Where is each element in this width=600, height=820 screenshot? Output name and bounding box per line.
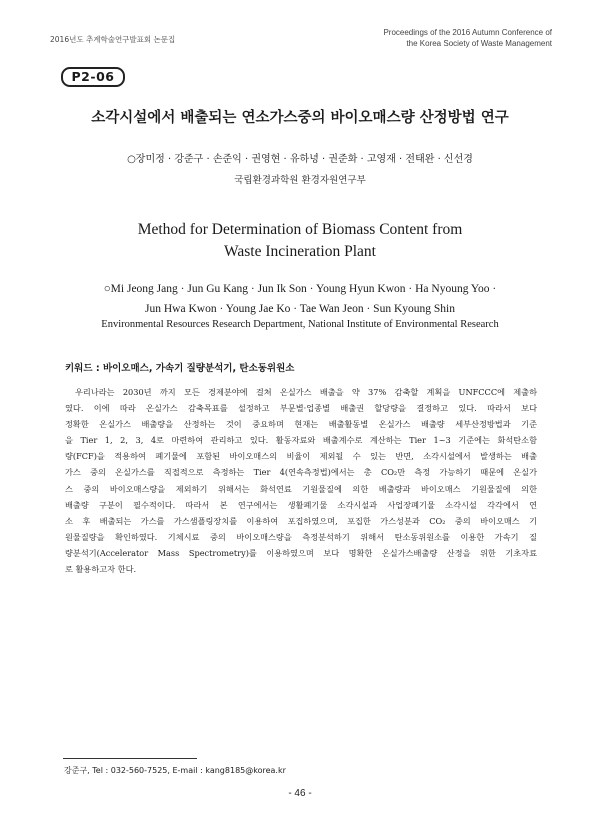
abstract-line: 배출량 구분이 필수적이다. 따라서 본 연구에서는 생활폐기물 소각시설과 사업장폐기물 소각시설 각각에서 연 bbox=[65, 499, 537, 510]
proceedings-header-en-line1: Proceedings of the 2016 Autumn Conference of bbox=[383, 28, 552, 37]
abstract-line: 원물질량을 확인하였다. 기체시료 중의 바이오매스량을 측정분석하기 위해서 탄소동위원소를 이용한 가속기 질 bbox=[65, 531, 537, 542]
authors-en bbox=[0, 279, 600, 319]
abstract-line: 스 중의 바이오매스량을 제외하기 위해서는 화석연료 기원물질에 의한 배출량과 바이오매스 기원물질에 의한 bbox=[65, 483, 537, 494]
paper-title-en-line1: Method for Determination of Biomass Content from bbox=[137, 221, 463, 238]
affiliation-ko: 국립환경과학원 환경자원연구부 bbox=[234, 175, 366, 186]
paper-title-en-line2: Waste Incineration Plant bbox=[224, 243, 376, 260]
paper-id-badge: P2-06 bbox=[61, 67, 125, 87]
proceedings-header-ko: 2016년도 추계학술연구발표회 논문집 bbox=[50, 35, 176, 44]
page-number: - 46 - bbox=[288, 788, 312, 799]
abstract-line: 우리나라는 2030년 까지 모든 경제분야에 걸쳐 온실가스 배출을 약 37% 감축할 계획을 UNFCCC에 제출하 bbox=[75, 387, 537, 397]
abstract-line: 량(FCF)을 적용하여 폐기물에 포함된 바이오매스의 비율이 제외될 수 있는 반면, 소각시설에서 발생하는 배출 bbox=[65, 451, 537, 462]
paper-title-ko: 소각시설에서 배출되는 연소가스중의 바이오매스량 산정방법 연구 bbox=[91, 110, 509, 126]
abstract-body bbox=[65, 384, 537, 577]
abstract-line: 로 활용하고자 한다. bbox=[65, 564, 137, 575]
authors-ko: ○장미정 · 강준구 · 손준익 · 권영현 · 유하녕 · 권준화 · 고영재 · 전태완 · 신선경 bbox=[127, 154, 473, 165]
authors-en-line1: ○Mi Jeong Jang · Jun Gu Kang · Jun Ik Son · Young Hyun Kwon · Ha Nyoung Yoo · bbox=[103, 283, 497, 295]
keywords: 키워드 : 바이오매스, 가속기 질량분석기, 탄소동위원소 bbox=[65, 363, 295, 374]
footnote-divider bbox=[63, 758, 197, 759]
proceedings-header-en bbox=[383, 28, 552, 49]
proceedings-header-en-line2: the Korea Society of Waste Management bbox=[406, 38, 552, 48]
corresponding-author-footnote: 강준구, Tel : 032-560-7525, E-mail : kang8185@korea.kr bbox=[64, 766, 286, 775]
affiliation-en: Environmental Resources Research Department, National Institute of Environmental Research bbox=[101, 319, 499, 330]
abstract-line: 을 Tier 1, 2, 3, 4로 마련하여 관리하고 있다. 활동자료와 배출계수로 계산하는 Tier 1~3 기준에는 화석탄소함 bbox=[65, 435, 537, 446]
abstract-line: 가스 중의 온실가스를 직접적으로 측정하는 Tier 4(연속측정법)에서는 총 CO₂만 측정 가능하기 때문에 온실가 bbox=[65, 467, 537, 478]
abstract-line: 량분석기(Accelerator Mass Spectrometry)를 이용하였으며 보다 명확한 온실가스배출량 산정을 위한 기초자료 bbox=[65, 547, 537, 558]
abstract-line: 소 후 배출되는 가스를 가스샘플링장치를 이용하여 포집하였으며, 포집한 가스성분과 CO₂ 중의 바이오매스 기 bbox=[65, 515, 537, 526]
abstract-line: 정확한 온실가스 배출량을 산정하는 것이 중요하며 현재는 배출활동별 온실가스 배출량 세부산정방법과 기준 bbox=[65, 419, 537, 430]
paper-title-en bbox=[0, 219, 600, 263]
authors-en-line2: Jun Hwa Kwon · Young Jae Ko · Tae Wan Jeon · Sun Kyoung Shin bbox=[145, 303, 455, 315]
abstract-line: 였다. 이에 따라 온실가스 감축목표를 설정하고 부문별·업종별 배출권 할당량을 결정하고 있다. 따라서 보다 bbox=[65, 403, 537, 414]
